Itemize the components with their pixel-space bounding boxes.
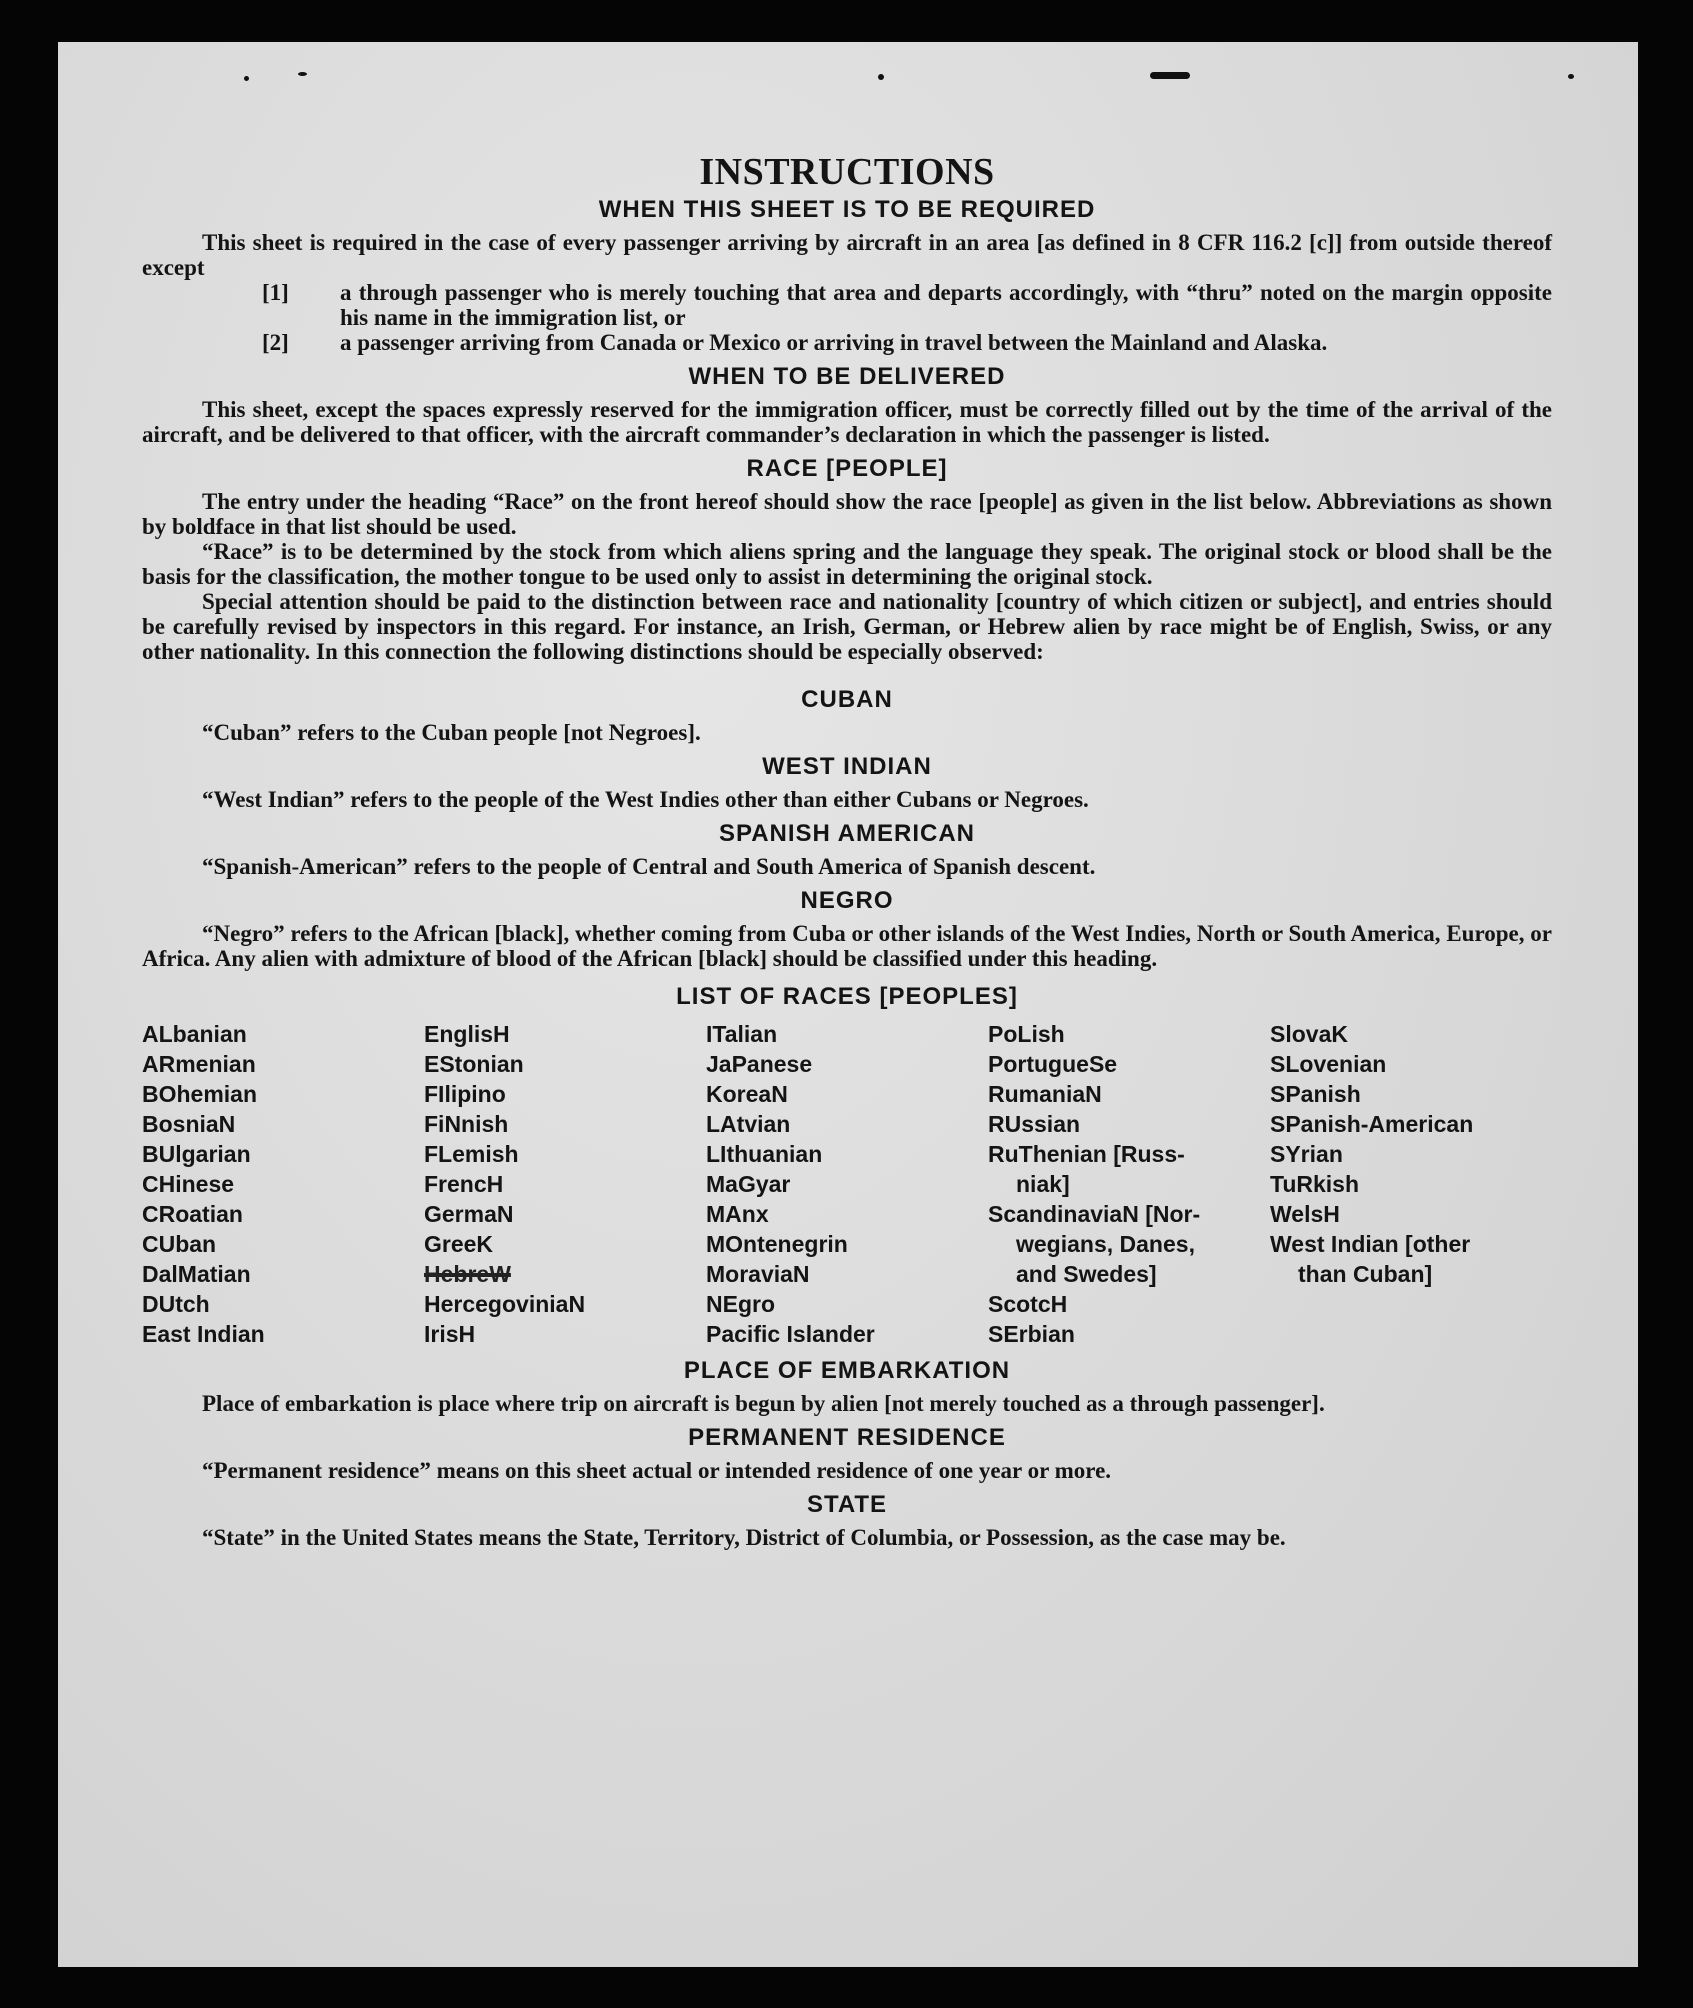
race-item: SPanish-American — [1270, 1111, 1474, 1137]
race-item: CRoatian — [142, 1201, 243, 1227]
race-list — [142, 1019, 1552, 1349]
required-intro: This sheet is required in the case of every passenger arriving by aircraft in an area [as defined in 8 CFR 116.2 [c]] from outside thereof except — [142, 230, 1552, 280]
race-item: GreeK — [424, 1231, 494, 1257]
race-item: MAnx — [706, 1201, 769, 1227]
residence-text: “Permanent residence” means on this sheet actual or intended residence of one year or more. — [202, 1458, 1112, 1483]
race-item-continued: wegians, Danes, — [1016, 1231, 1195, 1257]
race-item: East Indian — [142, 1321, 265, 1347]
race-item: GermaN — [424, 1201, 514, 1227]
race-item: KoreaN — [706, 1081, 788, 1107]
instructions-content — [142, 150, 1552, 1550]
race-item: LIthuanian — [706, 1141, 823, 1167]
speck — [1150, 72, 1190, 79]
spanish-american-text: “Spanish-American” refers to the people of Central and South America of Spanish descent. — [202, 854, 1096, 879]
race-item: PoLish — [988, 1021, 1065, 1047]
race-paragraph-2: “Race” is to be determined by the stock from which aliens spring and the language they speak. The original stock or blood shall be the basis for the classification, the mother tongue to be used only to assist in determining the original stock. — [142, 539, 1552, 589]
race-item: SPanish — [1270, 1081, 1361, 1107]
race-item: EnglisH — [424, 1021, 510, 1047]
embarkation-text: Place of embarkation is place where trip on aircraft is begun by alien [not merely touched as a through passenger]. — [202, 1391, 1325, 1416]
race-item: ScandinaviaN [Nor- — [988, 1201, 1201, 1227]
race-item: PortugueSe — [988, 1051, 1118, 1077]
section-heading-west-indian: WEST INDIAN — [762, 753, 932, 780]
race-item: RUssian — [988, 1111, 1081, 1137]
race-item: SYrian — [1270, 1141, 1343, 1167]
race-item: SlovaK — [1270, 1021, 1348, 1047]
item-number: [1] — [262, 280, 289, 305]
race-item: West Indian [other — [1270, 1231, 1471, 1257]
section-heading-race: RACE [PEOPLE] — [746, 455, 948, 482]
race-item: ALbanian — [142, 1021, 247, 1047]
section-heading-list-of-races: LIST OF RACES [PEOPLES] — [676, 983, 1018, 1010]
section-heading-embarkation: PLACE OF EMBARKATION — [683, 1357, 1011, 1384]
race-item: BUlgarian — [142, 1141, 251, 1167]
race-column-5 — [1270, 1019, 1552, 1349]
race-item: MOntenegrin — [706, 1231, 848, 1257]
race-item: ARmenian — [142, 1051, 256, 1077]
speck — [244, 76, 249, 81]
race-item: EStonian — [424, 1051, 524, 1077]
race-item: ScotcH — [988, 1291, 1068, 1317]
race-item: BOhemian — [142, 1081, 258, 1107]
race-column-4 — [988, 1019, 1270, 1349]
section-heading-cuban: CUBAN — [801, 686, 893, 713]
race-item-struck-out: HebreW — [424, 1261, 511, 1287]
document-sheet — [58, 42, 1638, 1967]
race-column-1 — [142, 1019, 424, 1349]
race-item: MoraviaN — [706, 1261, 810, 1287]
west-indian-text: “West Indian” refers to the people of the West Indies other than either Cubans or Negroes. — [202, 787, 1089, 812]
exception-item-1 — [262, 280, 1552, 330]
state-text: “State” in the United States means the State, Territory, District of Columbia, or Possession, as the case may be. — [202, 1525, 1286, 1550]
race-item-continued: niak] — [1016, 1171, 1070, 1197]
delivered-text: This sheet, except the spaces expressly reserved for the immigration officer, must be correctly filled out by the time of the arrival of the aircraft, and be delivered to that officer, with the aircraft commander’s declaration in which the passenger is listed. — [142, 397, 1552, 447]
race-item: RumaniaN — [988, 1081, 1102, 1107]
race-item: JaPanese — [706, 1051, 813, 1077]
race-column-2 — [424, 1019, 706, 1349]
race-item: FLemish — [424, 1141, 519, 1167]
section-heading-required: WHEN THIS SHEET IS TO BE REQUIRED — [598, 196, 1096, 223]
race-item: WelsH — [1270, 1201, 1340, 1227]
race-item: ITalian — [706, 1021, 778, 1047]
race-item: CHinese — [142, 1171, 235, 1197]
race-item: SLovenian — [1270, 1051, 1387, 1077]
section-heading-negro: NEGRO — [800, 887, 894, 914]
race-item: NEgro — [706, 1291, 775, 1317]
race-item: Pacific Islander — [706, 1321, 875, 1347]
race-item: MaGyar — [706, 1171, 791, 1197]
exception-item-2 — [262, 330, 1552, 355]
item-text: a through passenger who is merely touching that area and departs accordingly, with “thru” noted on the margin opposite his name in the immigration list, or — [340, 280, 1552, 330]
section-heading-residence: PERMANENT RESIDENCE — [688, 1424, 1006, 1451]
race-item: FiNnish — [424, 1111, 509, 1137]
speck — [1568, 74, 1574, 79]
race-item: LAtvian — [706, 1111, 791, 1137]
race-item: DUtch — [142, 1291, 210, 1317]
race-item: RuThenian [Russ- — [988, 1141, 1185, 1167]
race-paragraph-3: Special attention should be paid to the distinction between race and nationality [country of which citizen or subject], and entries should be carefully revised by inspectors in this regard. For instance, an Irish, German, or Hebrew alien by race might be of English, Swiss, or any other nationality. In this connection the following distinctions should be especially observed: — [142, 589, 1552, 664]
speck — [298, 72, 307, 76]
race-item: CUban — [142, 1231, 217, 1257]
race-item: FIlipino — [424, 1081, 506, 1107]
page-title: INSTRUCTIONS — [699, 151, 995, 193]
race-item: HercegoviniaN — [424, 1291, 586, 1317]
item-text: a passenger arriving from Canada or Mexico or arriving in travel between the Mainland and Alaska. — [340, 330, 1328, 355]
race-item: SErbian — [988, 1321, 1075, 1347]
race-item: BosniaN — [142, 1111, 236, 1137]
race-item: TuRkish — [1270, 1171, 1360, 1197]
race-paragraph-1: The entry under the heading “Race” on the front hereof should show the race [people] as given in the list below. Abbreviations as shown by boldface in that list should be used. — [142, 489, 1552, 539]
section-heading-state: STATE — [806, 1491, 888, 1518]
race-item-continued: and Swedes] — [1016, 1261, 1157, 1287]
cuban-text: “Cuban” refers to the Cuban people [not Negroes]. — [202, 720, 701, 745]
race-item: FrencH — [424, 1171, 504, 1197]
race-item-continued: than Cuban] — [1298, 1261, 1433, 1287]
section-heading-delivered: WHEN TO BE DELIVERED — [688, 363, 1006, 390]
race-item: DalMatian — [142, 1261, 251, 1287]
race-item: IrisH — [424, 1321, 476, 1347]
speck — [878, 74, 884, 80]
race-column-3 — [706, 1019, 988, 1349]
item-number: [2] — [262, 330, 289, 355]
negro-text: “Negro” refers to the African [black], whether coming from Cuba or other islands of the West Indies, North or South America, Europe, or Africa. Any alien with admixture of blood of the African [black] should be classified under this heading. — [142, 921, 1552, 971]
section-heading-spanish-american: SPANISH AMERICAN — [718, 820, 975, 847]
